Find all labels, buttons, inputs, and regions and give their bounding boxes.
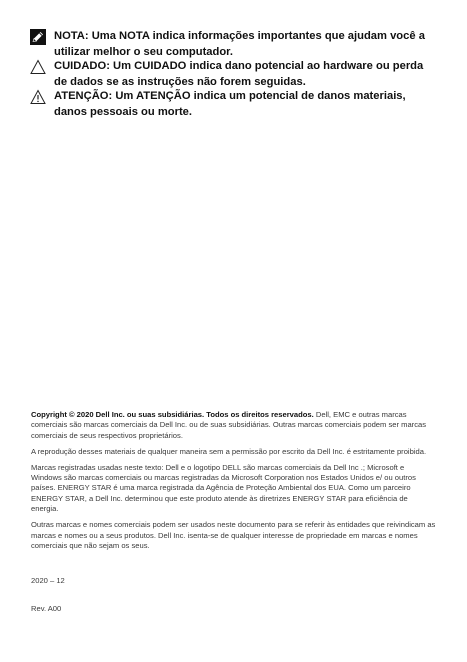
caution-triangle-icon <box>30 59 46 75</box>
revision-label: Rev. A00 <box>31 604 62 613</box>
trademarks-paragraph: Marcas registradas usadas neste texto: Dell e o logotipo DELL são marcas comerciais da Dell Inc .; Microsoft e Windows são marcas comerciais ou marcas registradas da Microsoft Corporation nos Estados Unidos e/ ou outros países. ENERGY STAR é uma marca registrada da Agência de Proteção Ambiental dos EUA. Como um parceiro ENERGY STAR, a Dell Inc. determinou que este produto atende às diretrizes ENERGY STAR para eficiência de energia. <box>31 462 416 514</box>
other-marks-paragraph: Outras marcas e nomes comerciais podem ser usados neste documento para se referir às entidades que reivindicam as marcas e nomes ou a seus produtos. Dell Inc. isenta-se de qualquer interesse de propriedade em marcas e nomes comerciais que não sejam os seus. <box>31 520 436 550</box>
warning-triangle-icon <box>30 89 46 105</box>
pencil-note-icon <box>30 29 46 45</box>
copyright-statement: Copyright © 2020 Dell Inc. ou suas subsidiárias. Todos os direitos reservados. <box>31 410 314 419</box>
reproduction-paragraph: A reprodução desses materiais de qualquer maneira sem a permissão por escrito da Dell Inc. é estritamente proibida. <box>31 446 427 456</box>
caution-notice <box>30 58 430 90</box>
warning-notice <box>30 88 430 120</box>
note-text: NOTA: Uma NOTA indica informações importantes que ajudam você a utilizar melhor o seu computador. <box>54 30 425 58</box>
publication-date: 2020 – 12 <box>31 576 65 585</box>
caution-text: CUIDADO: Um CUIDADO indica dano potencial ao hardware ou perda de dados se as instruções não forem seguidas. <box>54 60 424 88</box>
legal-notices <box>31 410 437 557</box>
copyright-details: Dell, EMC e outras marcas comerciais são marcas comerciais da Dell Inc. ou de suas subsidiárias. Outras marcas comerciais podem ser marcas comerciais de seus respectivos proprietários. <box>31 410 427 440</box>
note-notice <box>30 28 430 60</box>
warning-text: ATENÇÃO: Um ATENÇÃO indica um potencial de danos materiais, danos pessoais ou morte. <box>54 90 406 118</box>
copyright-paragraph <box>31 410 437 441</box>
